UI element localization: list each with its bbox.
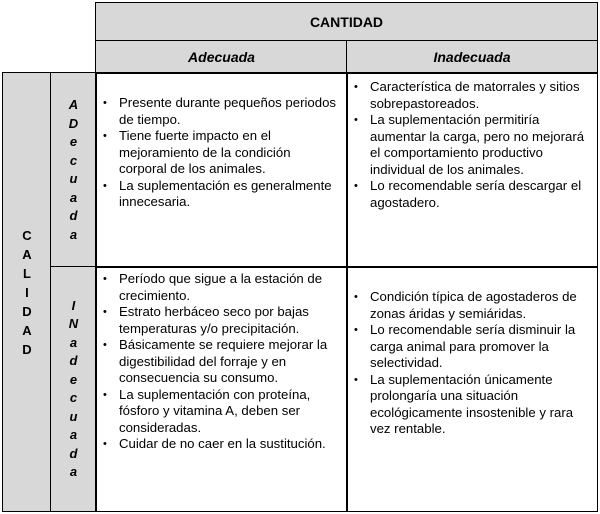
list-item: [102, 95, 341, 128]
list-item-text: Tiene fuerte impacto en el mejoramiento de la condición corporal de los animales.: [119, 128, 291, 176]
row-inadecuada-letter: a: [69, 334, 78, 350]
cell-calidad-adecuada-cantidad-inadecuada: [346, 72, 598, 268]
row-inadecuada-letter: e: [69, 371, 78, 387]
list-item-text: La suplementación permitiría aumentar la carga, pero no mejorará el comportamiento productivo individual de los animales.: [370, 112, 585, 177]
row-adecuada-letter: u: [69, 171, 78, 186]
bullet-list: [102, 271, 341, 453]
row-adecuada-letter: d: [69, 208, 78, 223]
list-item: [102, 387, 341, 437]
list-item: [353, 112, 591, 178]
list-item-text: Característica de matorrales y sitios sobrepastoreados.: [370, 79, 580, 111]
list-item-text: Período que sigue a la estación de crecimiento.: [119, 271, 323, 303]
list-item: [353, 372, 591, 438]
bullet-icon: •: [354, 324, 358, 336]
row-adecuada-letter: e: [69, 134, 78, 149]
calidad-letter: L: [23, 265, 31, 281]
bullet-icon: •: [354, 373, 358, 386]
bullet-icon: •: [103, 130, 107, 142]
list-item-text: Presente durante pequeños periodos de tiempo.: [119, 95, 337, 127]
bullet-icon: •: [103, 273, 107, 285]
list-item-text: Estrato herbáceo seco por bajas temperaturas y/o precipitación.: [119, 304, 309, 336]
row-inadecuada-letter: c: [69, 390, 78, 405]
list-item: [353, 178, 591, 211]
bullet-icon: •: [103, 388, 107, 401]
bullet-icon: •: [354, 114, 358, 126]
row-header-adecuada: [50, 72, 97, 268]
bullet-icon: •: [354, 180, 358, 192]
list-item-text: La suplementación con proteína, fósforo y vitamina A, deben ser consideradas.: [119, 386, 311, 435]
bullet-icon: •: [103, 306, 107, 318]
calidad-vertical-label: [22, 226, 31, 359]
list-item-text: Lo recomendable sería descargar el agostadero.: [370, 178, 582, 210]
row-adecuada-letter: A: [68, 97, 79, 112]
row-adecuada-letter: a: [69, 226, 78, 242]
list-item-text: Cuidar de no caer en la sustitución.: [119, 436, 326, 451]
calidad-row-header: [2, 72, 52, 512]
list-item: [353, 289, 591, 322]
row-adecuada-letter: a: [69, 189, 78, 205]
list-item: [102, 304, 341, 337]
list-item-text: Condición típica de agostaderos de zonas áridas y semiáridas.: [370, 289, 577, 321]
list-item: [102, 128, 341, 178]
calidad-letter: A: [22, 322, 32, 338]
list-item: [353, 79, 591, 112]
row-inadecuada-letter: a: [69, 464, 78, 479]
bullet-icon: •: [103, 339, 107, 351]
list-item: [353, 322, 591, 372]
row-inadecuada-letter: a: [69, 427, 78, 442]
row-adecuada-letter: D: [68, 115, 79, 131]
list-item: [102, 436, 341, 453]
list-item-text: La suplementación es generalmente innecesaria.: [119, 177, 332, 209]
cantidad-header-label: CANTIDAD: [309, 14, 384, 30]
bullet-list: [353, 289, 591, 438]
calidad-letter: D: [22, 303, 32, 319]
bullet-list: [353, 79, 591, 211]
list-item: [102, 178, 341, 211]
bullet-icon: •: [354, 291, 358, 303]
column-header-adecuada: [95, 40, 348, 74]
row-inadecuada-letter: u: [69, 408, 78, 424]
row-inadecuada-letter: d: [69, 445, 78, 461]
row-adecuada-letter: c: [69, 152, 78, 168]
list-item-text: La suplementación únicamente prolongaría una situación ecológicamente insostenible y rara vez rentable.: [370, 371, 574, 436]
row-inadecuada-vertical-label: [69, 297, 78, 482]
list-item: [102, 337, 341, 387]
row-inadecuada-letter: N: [68, 316, 79, 331]
bullet-icon: •: [103, 179, 107, 192]
cell-calidad-inadecuada-cantidad-adecuada: [95, 266, 348, 512]
bullet-list: [102, 95, 341, 211]
column-header-inadecuada: [346, 40, 598, 74]
calidad-letter: C: [22, 227, 32, 243]
column-header-adecuada-label: Adecuada: [188, 49, 255, 65]
list-item-text: Lo recomendable sería disminuir la carga animal para promover la selectividad.: [370, 322, 576, 370]
list-item-text: Básicamente se requiere mejorar la digestibilidad del forraje y en consecuencia su consumo.: [119, 337, 328, 385]
bullet-icon: •: [103, 97, 107, 109]
column-header-inadecuada-label: Inadecuada: [433, 49, 511, 65]
calidad-letter: A: [22, 246, 32, 262]
calidad-letter: I: [25, 284, 29, 300]
row-adecuada-vertical-label: [69, 96, 78, 244]
list-item: [102, 271, 341, 304]
bullet-icon: •: [103, 438, 107, 450]
cell-calidad-inadecuada-cantidad-inadecuada: [346, 266, 598, 512]
row-header-inadecuada: [50, 266, 97, 512]
row-inadecuada-letter: I: [71, 297, 76, 313]
cell-calidad-adecuada-cantidad-adecuada: [95, 72, 348, 268]
row-inadecuada-letter: d: [69, 353, 78, 368]
bullet-icon: •: [354, 81, 358, 93]
calidad-letter: D: [22, 341, 32, 357]
cantidad-header: [95, 2, 598, 42]
